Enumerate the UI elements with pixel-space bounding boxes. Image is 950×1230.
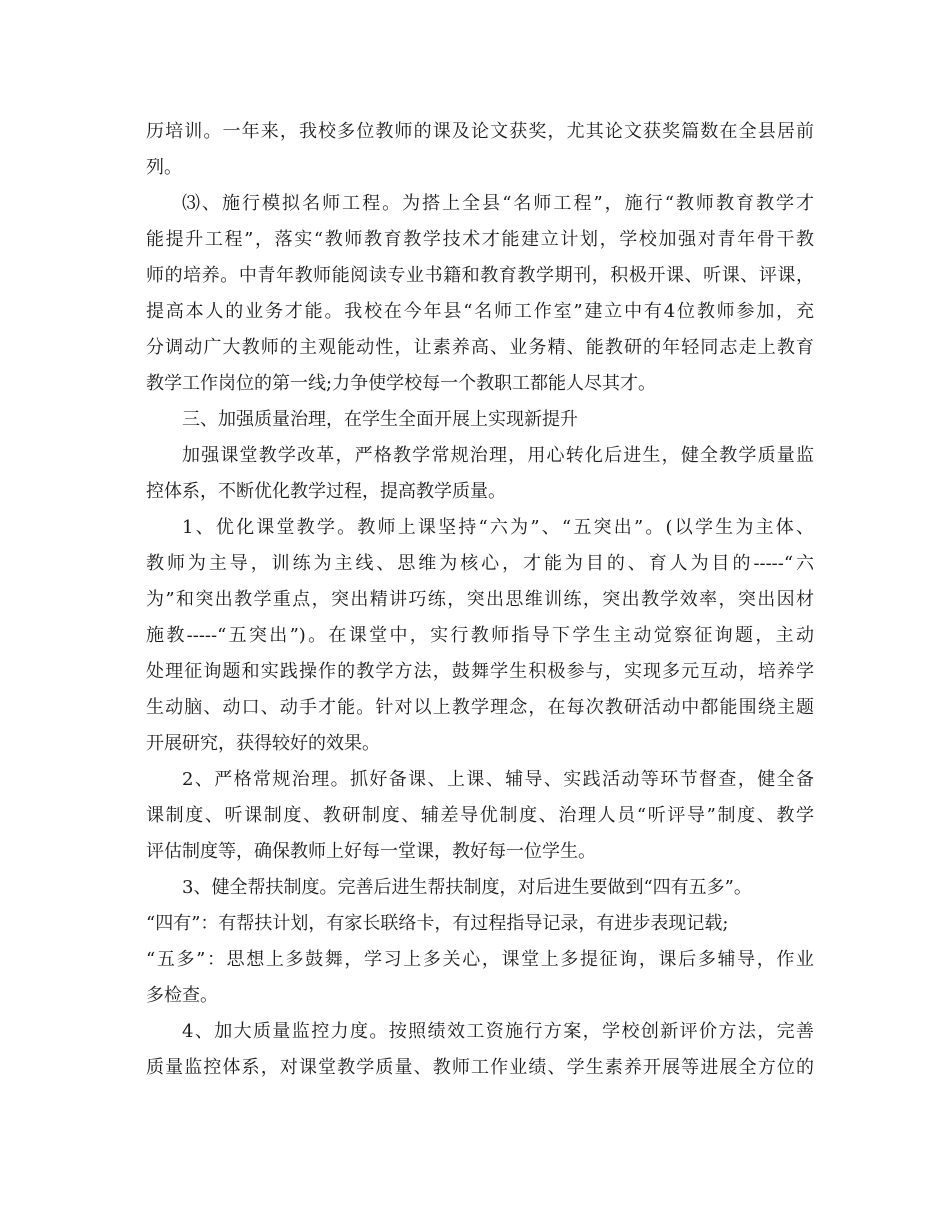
text-line: 师的培养。中青年教师能阅读专业书籍和教育教学期刊，积极开课、听课、评课， — [146, 265, 814, 286]
text-line: 评估制度等，确保教师上好每一堂课，教好每一位学生。 — [146, 841, 596, 862]
text-line: 2、严格常规治理。抓好备课、上课、辅导、实践活动等环节督查，健全备 — [182, 769, 814, 790]
text-line: 为”和突出教学重点，突出精讲巧练，突出思维训练，突出教学效率，突出因材 — [146, 589, 814, 610]
text-line: 教师为主导，训练为主线、思维为核心，才能为目的、育人为目的-----“六 — [146, 553, 814, 574]
text-line: “四有”：有帮扶计划，有家长联络卡，有过程指导记录，有进步表现记载; — [146, 913, 729, 934]
document-body — [146, 114, 814, 1086]
text-line: 开展研究，获得较好的效果。 — [146, 733, 380, 754]
text-line: 提高本人的业务才能。我校在今年县“名师工作室”建立中有4位教师参加，充 — [146, 301, 814, 322]
text-line: 处理征询题和实践操作的教学方法，鼓舞学生积极参与，实现多元互动，培养学 — [146, 661, 814, 682]
text-line: 课制度、听课制度、教研制度、辅差导优制度、治理人员“听评导”制度、教学 — [146, 805, 814, 826]
text-line: 施教-----“五突出”)。在课堂中，实行教师指导下学生主动觉察征询题，主动 — [146, 625, 814, 646]
text-line: 生动脑、动口、动手才能。针对以上教学理念，在每次教研活动中都能围绕主题 — [146, 697, 814, 718]
text-line: 三、加强质量治理，在学生全面开展上实现新提升 — [182, 409, 578, 430]
text-line: 教学工作岗位的第一线;力争使学校每一个教职工都能人尽其才。 — [146, 373, 657, 394]
text-line: 控体系，不断优化教学过程，提高教学质量。 — [146, 481, 506, 502]
text-line: ⑶、施行模拟名师工程。为搭上全县“名师工程”，施行“教师教育教学才 — [182, 193, 814, 214]
text-line: 历培训。一年来，我校多位教师的课及论文获奖，尤其论文获奖篇数在全县居前 — [146, 121, 814, 142]
text-line: 分调动广大教师的主观能动性，让素养高、业务精、能教研的年轻同志走上教育 — [146, 337, 814, 358]
text-line: 列。 — [146, 157, 182, 178]
text-line: 质量监控体系，对课堂教学质量、教师工作业绩、学生素养开展等进展全方位的 — [146, 1057, 814, 1078]
text-line: 加强课堂教学改革，严格教学常规治理，用心转化后进生，健全教学质量监 — [182, 445, 814, 466]
text-line: 1、优化课堂教学。教师上课坚持“六为”、“五突出”。(以学生为主体、 — [182, 517, 814, 538]
text-line: 能提升工程”，落实“教师教育教学技术才能建立计划，学校加强对青年骨干教 — [146, 229, 814, 250]
text-line: 3、健全帮扶制度。完善后进生帮扶制度，对后进生要做到“四有五多”。 — [182, 877, 752, 898]
text-line: 4、加大质量监控力度。按照绩效工资施行方案，学校创新评价方法，完善 — [182, 1021, 814, 1042]
text-line: “五多”：思想上多鼓舞，学习上多关心，课堂上多提征询，课后多辅导，作业 — [146, 949, 814, 970]
text-line: 多检查。 — [146, 985, 218, 1006]
